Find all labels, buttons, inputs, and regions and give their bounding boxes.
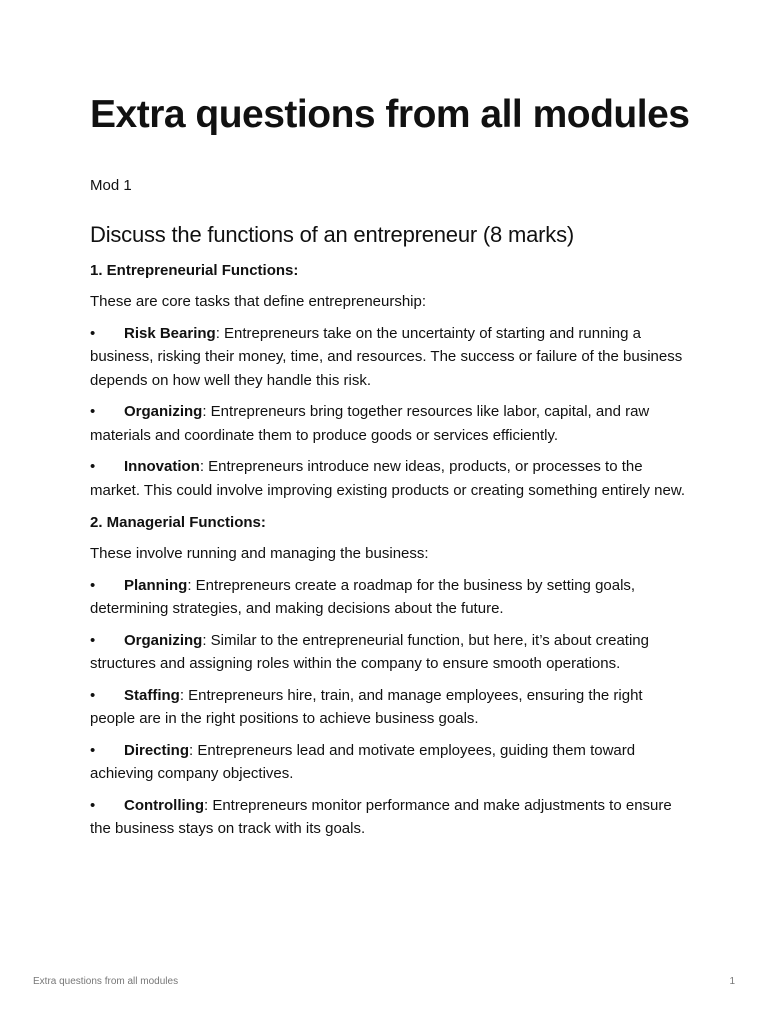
list-item-text: : Entrepreneurs bring together resources like labor, capital, and raw materials and coordinate them to produce goods or services efficiently. xyxy=(90,403,650,444)
bullet-icon: • xyxy=(90,796,96,814)
list-item-text: : Entrepreneurs create a roadmap for the business by setting goals, determining strategies, and making decisions about the future. xyxy=(90,576,636,617)
list-item-term: Risk Bearing xyxy=(124,324,216,342)
list-item-text: : Similar to the entrepreneurial function, but here, it’s about creating structures and assigning roles within the company to ensure smooth operations. xyxy=(90,631,649,672)
footer-page-number: 1 xyxy=(729,976,735,987)
list-item-text: : Entrepreneurs take on the uncertainty of starting and running a business, risking their money, time, and resources. The success or failure of the business depends on how well they handle this risk. xyxy=(90,324,683,389)
section-heading: 2. Managerial Functions: xyxy=(90,514,266,531)
bullet-icon: • xyxy=(90,458,96,475)
document-title: Extra questions from all modules xyxy=(90,93,690,136)
bullet-icon: • xyxy=(90,324,96,342)
list-item xyxy=(90,794,690,841)
bullet-icon: • xyxy=(90,576,96,594)
section-intro: These involve running and managing the business: xyxy=(90,545,429,562)
section-heading: 1. Entrepreneurial Functions: xyxy=(90,262,299,279)
list-item xyxy=(90,455,690,502)
module-label: Mod 1 xyxy=(90,177,132,194)
bullet-icon: • xyxy=(90,741,96,759)
footer-document-title: Extra questions from all modules xyxy=(33,976,179,987)
question-heading: Discuss the functions of an entrepreneur (8 marks) xyxy=(90,222,575,247)
list-item-term: Innovation xyxy=(124,458,200,475)
list-item-term: Staffing xyxy=(124,686,180,704)
list-item-text: : Entrepreneurs introduce new ideas, products, or processes to the market. This could involve improving existing products or creating something entirely new. xyxy=(90,458,686,499)
list-item-text: : Entrepreneurs hire, train, and manage employees, ensuring the right people are in the right positions to achieve business goals. xyxy=(90,686,643,727)
bullet-icon: • xyxy=(90,631,96,649)
list-item xyxy=(90,322,690,393)
page-content xyxy=(90,92,690,841)
list-item-term: Controlling xyxy=(124,796,204,814)
list-item-text: : Entrepreneurs lead and motivate employees, guiding them toward achieving company objectives. xyxy=(90,741,636,782)
list-item-term: Organizing xyxy=(124,631,203,649)
list-item xyxy=(90,574,690,621)
bullet-icon: • xyxy=(90,403,96,420)
list-item-term: Organizing xyxy=(124,403,203,420)
list-item xyxy=(90,684,690,731)
section-intro: These are core tasks that define entrepreneurship: xyxy=(90,293,427,310)
list-item-term: Directing xyxy=(124,741,190,759)
list-item-term: Planning xyxy=(124,576,188,594)
bullet-icon: • xyxy=(90,686,96,704)
list-item xyxy=(90,400,690,447)
list-item xyxy=(90,629,690,676)
list-item-text: : Entrepreneurs monitor performance and make adjustments to ensure the business stays on track with its goals. xyxy=(90,796,672,837)
list-item xyxy=(90,739,690,786)
